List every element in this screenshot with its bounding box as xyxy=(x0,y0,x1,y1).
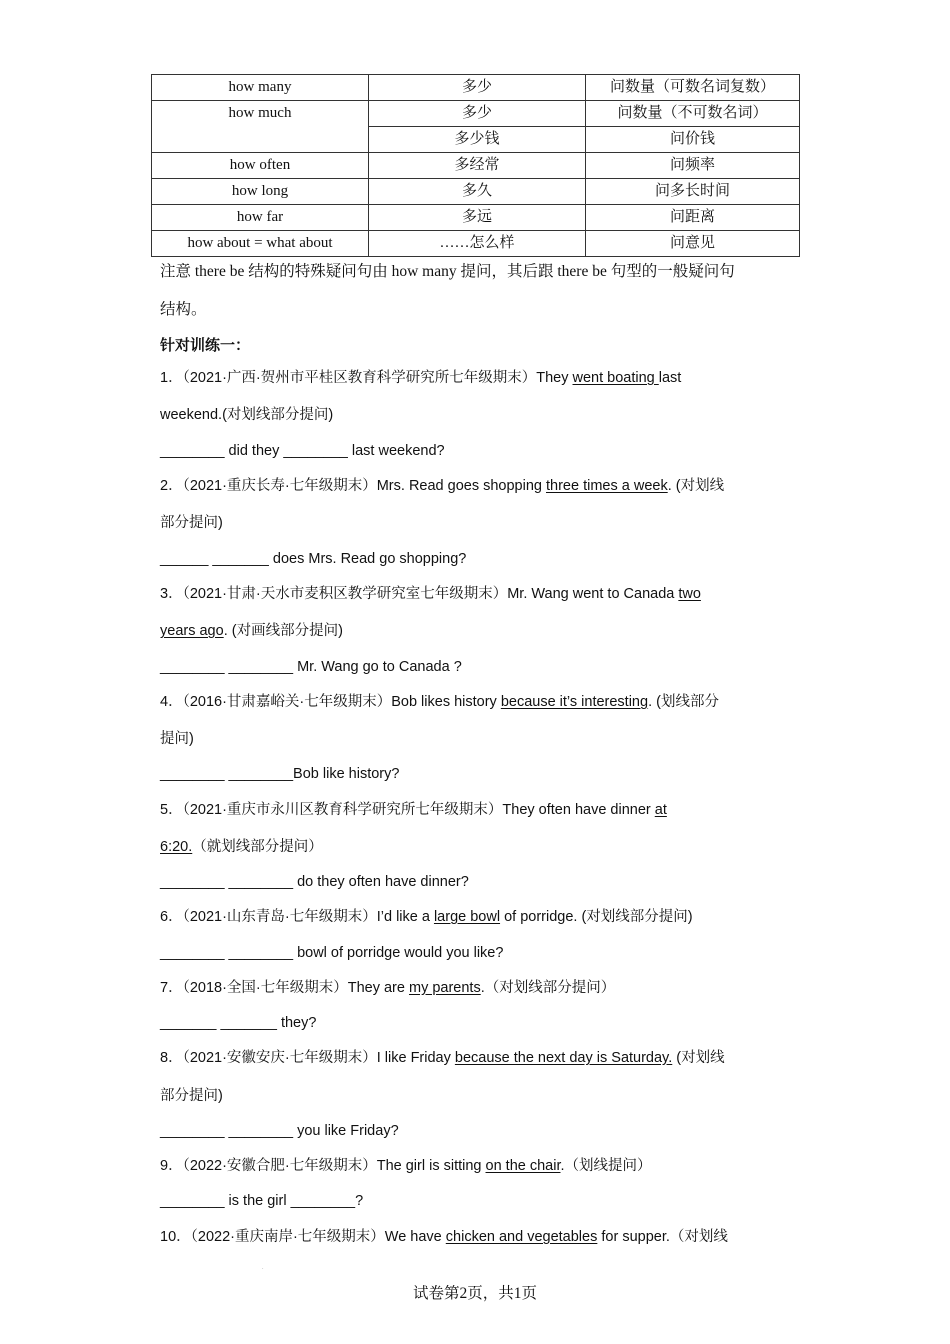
underlined-part: on the chair xyxy=(485,1158,561,1174)
table-cell: 多少钱 xyxy=(369,127,586,153)
underlined-part: 6:20. xyxy=(160,839,193,855)
question-text: 2．（2021·重庆长寿·七年级期末）Mrs. Read goes shopping xyxy=(160,478,546,494)
stray-mark: . xyxy=(262,1265,264,1271)
question-text: 3．（2021·甘肃·天水市麦积区教学研究室七年级期末）Mr. Wang went to Canada xyxy=(160,586,679,602)
table-cell: 多经常 xyxy=(369,153,586,179)
question-text: 10．（2022·重庆南岸·七年级期末）We have xyxy=(160,1229,446,1245)
question-10 xyxy=(160,1227,728,1247)
question-text: .（对划线部分提问） xyxy=(480,980,616,996)
table-cell: 多远 xyxy=(369,205,586,231)
answer-blank-8[interactable]: ________ ________ you like Friday? xyxy=(160,1123,399,1139)
question-text: 5．（2021·重庆市永川区教育科学研究所七年级期末）They often have dinner xyxy=(160,802,655,818)
table-cell: how far xyxy=(152,205,369,231)
question-2-line-2: 部分提问) xyxy=(160,515,223,531)
question-text: 4．（2016·甘肃嘉峪关·七年级期末）Bob likes history xyxy=(160,694,501,710)
question-5 xyxy=(160,800,667,820)
question-3-line-2 xyxy=(160,621,343,641)
answer-blank-1[interactable]: ________ did they ________ last weekend? xyxy=(160,443,445,459)
underlined-part: my parents xyxy=(408,980,481,996)
question-9 xyxy=(160,1156,652,1176)
table-cell: how many xyxy=(152,75,369,101)
answer-blank-2[interactable]: ______ _______ does Mrs. Read go shopping? xyxy=(160,551,467,567)
table-cell: 多少 xyxy=(369,75,586,101)
question-3 xyxy=(160,584,701,604)
table-cell: 问距离 xyxy=(586,205,800,231)
table-row xyxy=(152,231,800,257)
question-4-line-2: 提问) xyxy=(160,731,194,747)
question-8-line-2: 部分提问) xyxy=(160,1088,223,1104)
note-line-1: 注意 there be 结构的特殊疑问句由 how many 提问，其后跟 there be 句型的一般疑问句 xyxy=(160,263,735,280)
underlined-part: because the next day is Saturday. xyxy=(454,1050,673,1066)
question-text: . (对画线部分提问) xyxy=(223,623,343,639)
table-cell: 问多长时间 xyxy=(586,179,800,205)
table-cell: 多久 xyxy=(369,179,586,205)
table-cell: 多少 xyxy=(369,101,586,127)
question-text: . (对划线 xyxy=(667,478,725,494)
answer-blank-7[interactable]: _______ _______ they? xyxy=(160,1015,317,1031)
question-text: (对划线 xyxy=(672,1050,725,1066)
question-text: of porridge. (对划线部分提问) xyxy=(500,909,693,925)
table-row xyxy=(152,101,800,127)
question-1-line-2: weekend.(对划线部分提问) xyxy=(160,407,334,423)
question-text: .（划线提问） xyxy=(560,1158,652,1174)
answer-blank-3[interactable]: ________ ________ Mr. Wang go to Canada ? xyxy=(160,659,462,675)
underlined-part: large bowl xyxy=(433,909,501,925)
underlined-part: went boating xyxy=(572,370,659,386)
question-5-line-2 xyxy=(160,837,323,857)
question-8 xyxy=(160,1048,725,1068)
question-word-table xyxy=(151,74,800,257)
table-cell: how long xyxy=(152,179,369,205)
question-2 xyxy=(160,476,724,496)
table-cell: 问数量（不可数名词） xyxy=(586,101,800,127)
question-text: 9．（2022·安徽合肥·七年级期末）The girl is sitting xyxy=(160,1158,486,1174)
table-cell: 问数量（可数名词复数） xyxy=(586,75,800,101)
table-cell: ……怎么样 xyxy=(369,231,586,257)
underlined-part: at xyxy=(654,802,667,818)
table-cell: how often xyxy=(152,153,369,179)
question-text: last xyxy=(658,370,682,386)
underlined-part: years ago xyxy=(160,623,224,639)
question-4 xyxy=(160,692,719,712)
table-row xyxy=(152,153,800,179)
answer-blank-4[interactable]: ________ ________Bob like history? xyxy=(160,766,400,782)
answer-blank-9[interactable]: ________ is the girl ________? xyxy=(160,1193,364,1209)
question-text: . (划线部分 xyxy=(648,694,719,710)
table-row xyxy=(152,205,800,231)
question-text: 6．（2021·山东青岛·七年级期末）I’d like a xyxy=(160,909,434,925)
table-cell: 问价钱 xyxy=(586,127,800,153)
answer-blank-5[interactable]: ________ ________ do they often have dinner? xyxy=(160,874,469,890)
question-text: 1．（2021·广西·贺州市平桂区教育科学研究所七年级期末）They xyxy=(160,370,573,386)
section-title: 针对训练一： xyxy=(160,338,251,354)
underlined-part: because it’s interesting xyxy=(500,694,649,710)
answer-blank-6[interactable]: ________ ________ bowl of porridge would you like? xyxy=(160,945,504,961)
question-6 xyxy=(160,907,693,927)
page-footer: 试卷第2页，共1页 xyxy=(412,1285,537,1302)
underlined-part: chicken and vegetables xyxy=(445,1229,598,1245)
question-1 xyxy=(160,368,681,388)
table-row xyxy=(152,179,800,205)
table-cell: 问意见 xyxy=(586,231,800,257)
table-cell: how about = what about xyxy=(152,231,369,257)
underlined-part: three times a week xyxy=(546,478,668,494)
question-text: 8．（2021·安徽安庆·七年级期末）I like Friday xyxy=(160,1050,455,1066)
question-text: for supper.（对划线 xyxy=(597,1229,728,1245)
table-row xyxy=(152,75,800,101)
question-7 xyxy=(160,978,615,998)
question-text: （就划线部分提问） xyxy=(192,839,323,855)
note-line-2: 结构。 xyxy=(160,301,207,318)
table-cell: 问频率 xyxy=(586,153,800,179)
question-text: 7．（2018·全国·七年级期末）They are xyxy=(160,980,409,996)
table-cell: how much xyxy=(152,101,369,153)
underlined-part: two xyxy=(678,586,701,602)
